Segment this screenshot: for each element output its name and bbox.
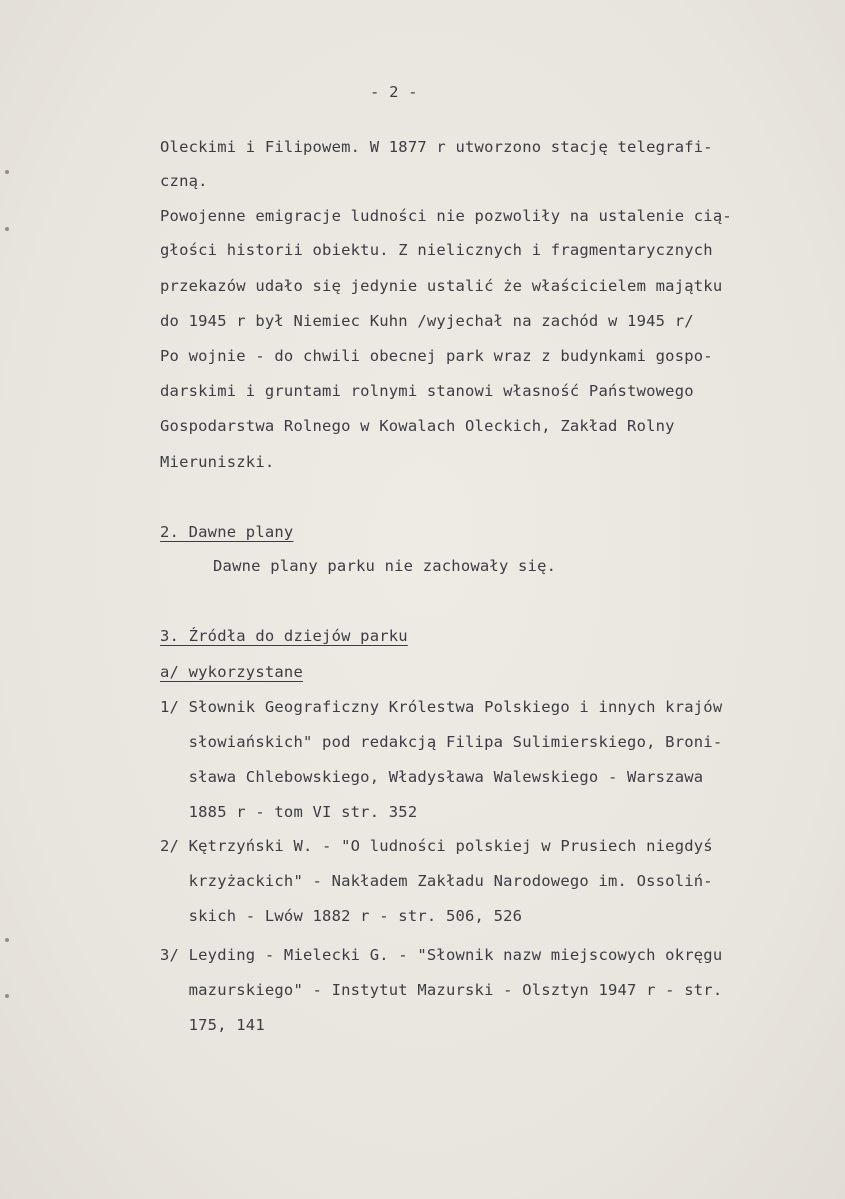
body-line: darskimi i gruntami rolnymi stanowi własność Państwowego: [160, 382, 694, 400]
section-heading: 3. Źródła do dziejów parku: [160, 627, 408, 645]
body-line: Po wojnie - do chwili obecnej park wraz z budynkami gospo-: [160, 347, 713, 365]
source-line: 175, 141: [160, 1016, 265, 1034]
source-line: skich - Lwów 1882 r - str. 506, 526: [160, 907, 523, 925]
body-line: Powojenne emigracje ludności nie pozwoliły na ustalenie cią-: [160, 207, 732, 225]
binding-hole: [5, 227, 9, 231]
section-heading: 2. Dawne plany: [160, 523, 294, 541]
source-line: 3/ Leyding - Mielecki G. - "Słownik nazw miejscowych okręgu: [160, 946, 723, 964]
source-line: 1885 r - tom VI str. 352: [160, 803, 418, 821]
section-text: Dawne plany parku nie zachowały się.: [213, 557, 557, 575]
source-line: 2/ Kętrzyński W. - "O ludności polskiej w Prusiech niegdyś: [160, 837, 713, 855]
source-line: 1/ Słownik Geograficzny Królestwa Polskiego i innych krajów: [160, 698, 723, 716]
body-line: Mieruniszki.: [160, 453, 275, 471]
body-line: Oleckimi i Filipowem. W 1877 r utworzono stację telegrafi-: [160, 138, 713, 156]
body-line: głości historii obiektu. Z nielicznych i fragmentarycznych: [160, 241, 713, 259]
binding-hole: [5, 170, 9, 174]
body-line: do 1945 r był Niemiec Kuhn /wyjechał na zachód w 1945 r/: [160, 312, 694, 330]
subsection-heading: a/ wykorzystane: [160, 663, 303, 681]
body-line: przekazów udało się jedynie ustalić że właścicielem majątku: [160, 277, 723, 295]
binding-hole: [5, 994, 9, 998]
binding-hole: [5, 938, 9, 942]
source-line: krzyżackich" - Nakładem Zakładu Narodowego im. Ossoliń-: [160, 872, 713, 890]
body-line: Gospodarstwa Rolnego w Kowalach Oleckich, Zakład Rolny: [160, 417, 675, 435]
source-line: słowiańskich" pod redakcją Filipa Sulimierskiego, Broni-: [160, 733, 723, 751]
page-number: - 2 -: [370, 83, 418, 101]
source-line: mazurskiego" - Instytut Mazurski - Olsztyn 1947 r - str.: [160, 981, 723, 999]
body-line: czną.: [160, 172, 208, 190]
source-line: sława Chlebowskiego, Władysława Walewskiego - Warszawa: [160, 768, 704, 786]
